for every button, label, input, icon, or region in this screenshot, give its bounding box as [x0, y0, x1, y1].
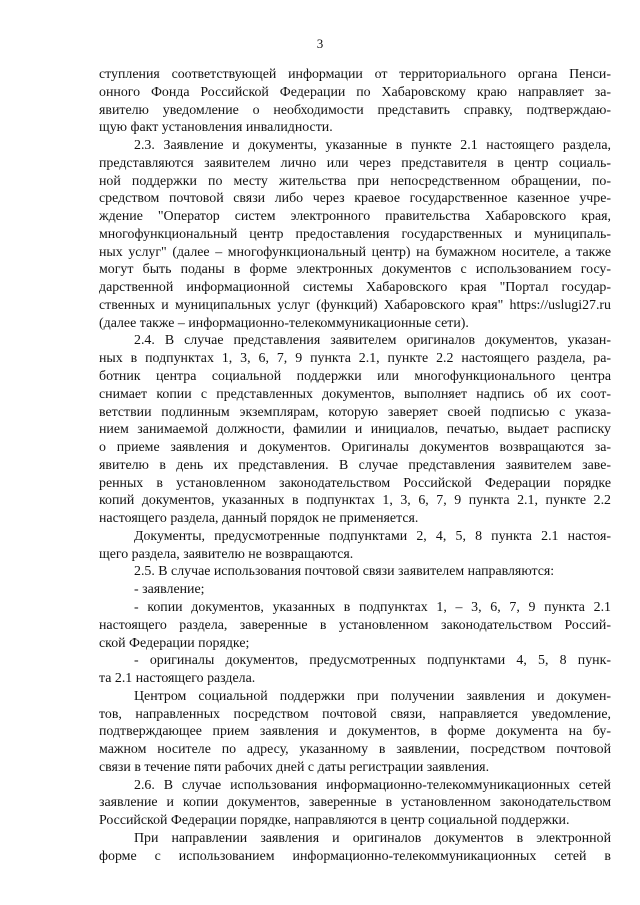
text-line: тов, направленных посредством почтовой связи, направляется уведомление, — [99, 706, 611, 722]
document-body — [99, 66, 611, 865]
text-line: подтверждающее прием заявления и документов, в форме документа на бу- — [99, 724, 611, 740]
text-line: щую факт установления инвалидности. — [99, 120, 333, 136]
text-line: копий документов, указанных в подпунктах 1, 3, 6, 7, 9 пункта 2.1, пункте 2.2 — [99, 493, 611, 509]
text-line: снимает копии с представленных документов, выполняет надпись об их соот- — [99, 386, 611, 402]
text-line: щего раздела, заявителю не возвращаются. — [99, 546, 354, 562]
text-line: 2.5. В случае использования почтовой связи заявителем направляются: — [134, 564, 555, 580]
text-line: настоящего раздела, заверенные в установленном законодательством Россий- — [99, 617, 611, 633]
text-line: многофункциональный центр предоставления государственных и муниципаль- — [99, 226, 611, 242]
text-line: 2.6. В случае использования информационно-телекоммуникационных сетей — [134, 777, 611, 793]
text-line: та 2.1 настоящего раздела. — [99, 671, 256, 687]
text-line: ступления соответствующей информации от территориального органа Пенси- — [99, 67, 611, 82]
text-line: ботник центра социальной поддержки или многофункционального центра — [99, 369, 611, 385]
page-number: 3 — [316, 36, 324, 51]
text-line: настоящего раздела, данный порядок не применяется. — [99, 511, 419, 527]
text-line: 2.3. Заявление и документы, указанные в пункте 2.1 настоящего раздела, — [134, 138, 611, 154]
text-line: ветствии подлинным экземплярам, которую заверяет своей подписью с указа- — [99, 404, 611, 420]
text-line: ной поддержки по месту жительства при непосредственном обращении, по- — [99, 173, 611, 189]
text-line: При направлении заявления и оригиналов документов в электронной — [134, 830, 611, 846]
text-line: явителю уведомление о необходимости представить справку, подтверждаю- — [99, 102, 611, 118]
text-line: о приеме заявления и документов. Оригиналы документов возвращаются за- — [99, 440, 611, 456]
text-line: - заявление; — [134, 582, 205, 598]
text-line: Центром социальной поддержки при получении заявления и докумен- — [134, 688, 611, 704]
text-line: ждение "Оператор систем электронного правительства Хабаровского края, — [99, 209, 611, 225]
text-line: мажном носителе по адресу, указанному в заявлении, посредством почтовой — [99, 742, 611, 758]
text-line: явителю в день их представления. В случае представления заявителем заве- — [99, 457, 611, 473]
text-line: - копии документов, указанных в подпунктах 1, – 3, 6, 7, 9 пункта 2.1 — [134, 599, 611, 615]
text-line: заявление и копии документов, заверенные в установленном законодательством — [99, 795, 611, 811]
text-line: ской Федерации порядке; — [99, 635, 250, 651]
text-line: форме с использованием информационно-телекоммуникационных сетей в — [99, 848, 611, 864]
text-line: ственных и муниципальных услуг (функций) Хабаровского края" https://uslugi27.ru — [99, 297, 611, 313]
text-line: онного Фонда Российской Федерации по Хабаровскому краю направляет за- — [99, 84, 611, 100]
text-line: ренных в установленном законодательством Российской Федерации порядке — [99, 475, 611, 491]
text-line: дарственной информационной системы Хабаровского края "Портал государ- — [99, 280, 611, 296]
text-line: (далее также – информационно-телекоммуникационные сети). — [99, 315, 469, 331]
text-line: ных услуг" (далее – многофункциональный центр) на бумажном носителе, а также — [99, 244, 611, 260]
text-line: представляются заявителем лично или через представителя в центр социаль- — [99, 155, 611, 171]
text-line: средством почтовой связи либо через краевое государственное казенное учре- — [99, 191, 611, 207]
text-line: связи в течение пяти рабочих дней с даты регистрации заявления. — [99, 759, 490, 775]
text-line: нием занимаемой должности, фамилии и инициалов, печатью, выдает расписку — [99, 422, 611, 438]
text-line: Российской Федерации порядке, направляются в центр социальной поддержки. — [99, 813, 570, 829]
text-line: ных в подпунктах 1, 3, 6, 7, 9 пункта 2.1, пункте 2.2 настоящего раздела, ра- — [99, 351, 611, 367]
text-line: - оригиналы документов, предусмотренных подпунктами 4, 5, 8 пунк- — [134, 653, 611, 669]
text-line: 2.4. В случае представления заявителем оригиналов документов, указан- — [134, 333, 611, 349]
text-line: могут быть поданы в форме электронных документов с использованием госу- — [99, 262, 611, 278]
text-line: Документы, предусмотренные подпунктами 2, 4, 5, 8 пункта 2.1 настоя- — [134, 528, 611, 544]
